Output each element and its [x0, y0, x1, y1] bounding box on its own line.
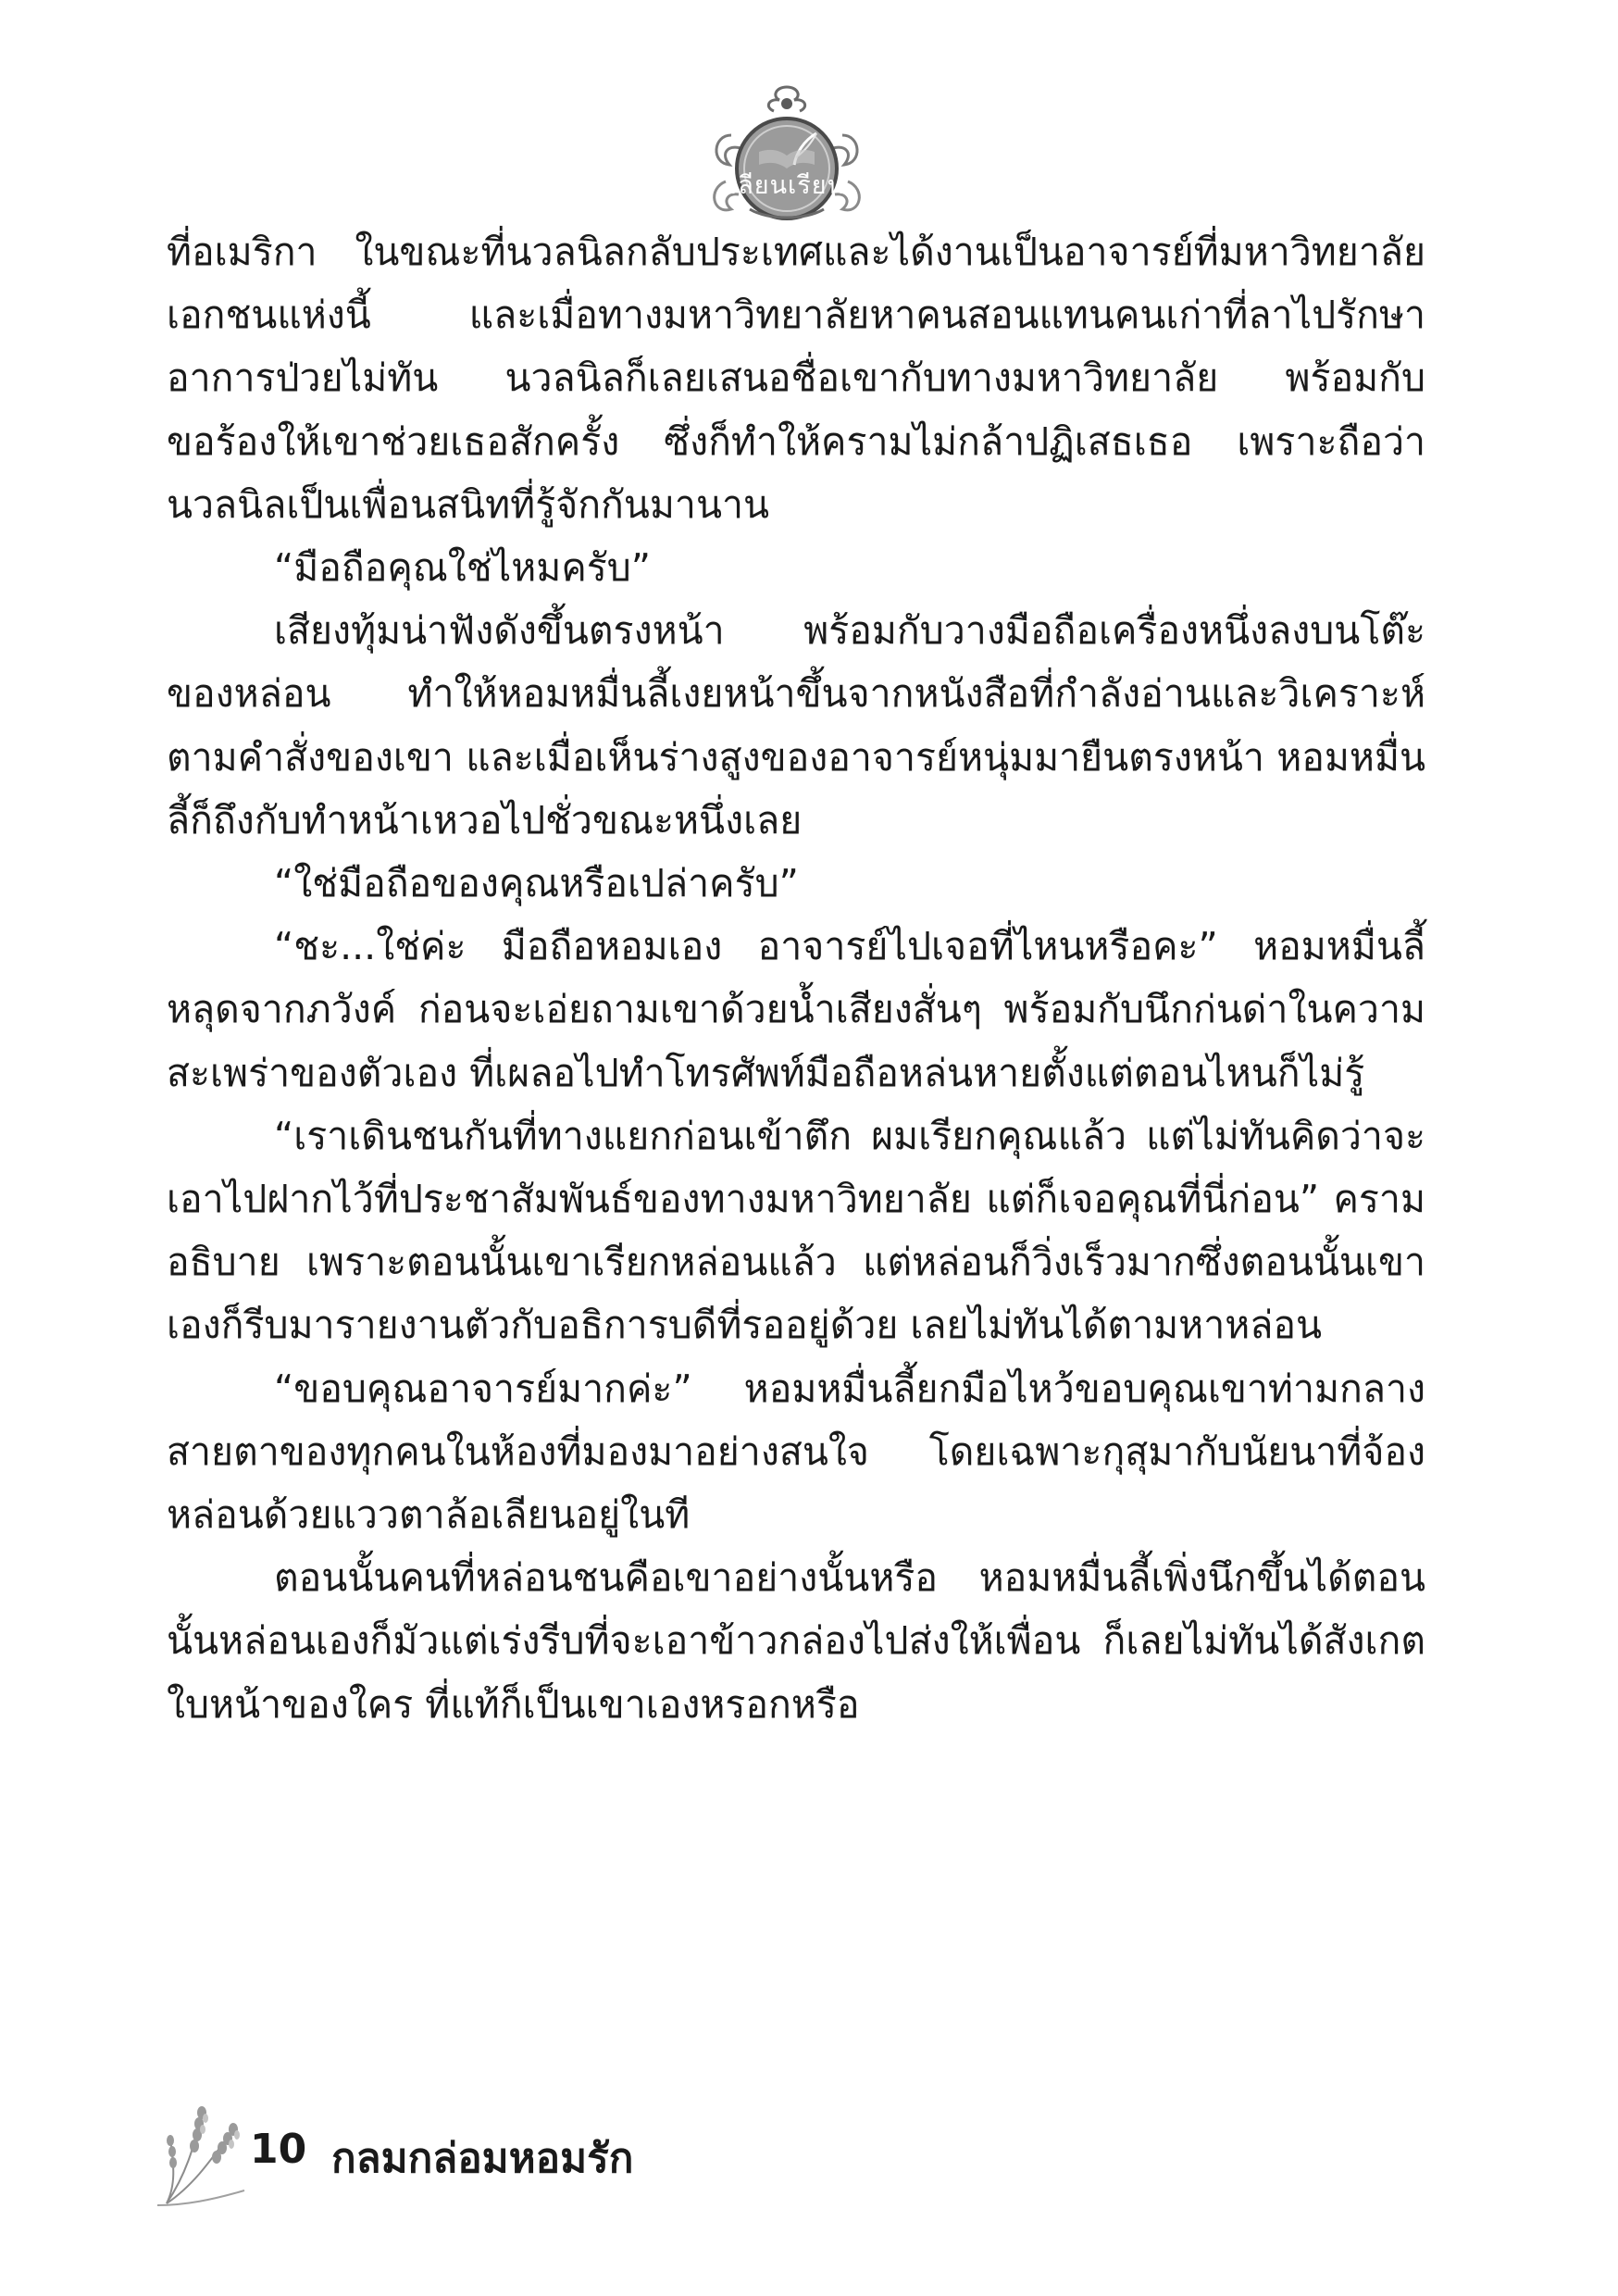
paragraph-1: ที่อเมริกา ในขณะที่นวลนิลกลับประเทศและได้งานเป็นอาจารย์ที่มหาวิทยาลัยเอกชนแห่งนี้ และเมื่อทางมหาวิทยาลัยหาคนสอนแทนคนเก่าที่ลาไปรักษาอาการป่วยไม่ทัน นวลนิลก็เลยเสนอชื่อเขากับทางมหาวิทยาลัย พร้อมกับขอร้องให้เขาช่วยเธอสักครั้ง ซึ่งก็ทำให้ครามไม่กล้าปฏิเสธเธอ เพราะถือว่านวลนิลเป็นเพื่อนสนิทที่รู้จักกันมานาน — [167, 230, 1425, 527]
paragraph-8: ตอนนั้นคนที่หล่อนชนคือเขาอย่างนั้นหรือ หอมหมื่นลี้เพิ่งนึกขึ้นได้ตอนนั้นหล่อนเองก็มัวแต่เร่งรีบที่จะเอาข้าวกล่องไปส่งให้เพื่อน ก็เลยไม่ทันได้สังเกตใบหน้าของใคร ที่แท้ก็เป็นเขาเองหรอกหรือ — [167, 1555, 1425, 1727]
paragraph-5: “ชะ...ใช่ค่ะ มือถือหอมเอง อาจารย์ไปเจอที่ไหนหรือคะ” หอมหมื่นลี้หลุดจากภวังค์ ก่อนจะเอ่ยถามเขาด้วยน้ำเสียงสั่นๆ พร้อมกับนึกก่นด่าในความสะเพร่าของตัวเอง ที่เผลอไปทำโทรศัพท์มือถือหล่นหายตั้งแต่ตอนไหนก็ไม่รู้ — [167, 924, 1425, 1095]
header-logo — [694, 80, 879, 228]
paragraph-2: “มือถือคุณใช่ไหมครับ” — [274, 545, 652, 591]
paragraph-6: “เราเดินชนกันที่ทางแยกก่อนเข้าตึก ผมเรียกคุณแล้ว แต่ไม่ทันคิดว่าจะเอาไปฝากไว้ที่ประชาสัมพันธ์ของทางมหาวิทยาลัย แต่ก็เจอคุณที่นี่ก่อน” ครามอธิบาย เพราะตอนนั้นเขาเรียกหล่อนแล้ว แต่หล่อนก็วิ่งเร็วมากซึ่งตอนนั้นเขาเองก็รีบมารายงานตัวกับอธิการบดีที่รออยู่ด้วย เลยไม่ทันได้ตามหาหล่อน — [167, 1113, 1425, 1348]
book-title: กลมกล่อมหอมรัก — [331, 2135, 634, 2182]
lavender-sprig-icon — [148, 2102, 250, 2213]
paragraph-7: “ขอบคุณอาจารย์มากค่ะ” หอมหมื่นลี้ยกมือไหว้ขอบคุณเขาท่ามกลางสายตาของทุกคนในห้องที่มองมาอย่างสนใจ โดยเฉพาะกุสุมากับนัยนาที่จ้องหล่อนด้วยแววตาล้อเลียนอยู่ในที — [167, 1366, 1425, 1538]
body-text — [167, 220, 1425, 1736]
logo-text: เลียนเรียน — [728, 171, 846, 200]
page-footer — [148, 2102, 703, 2213]
paragraph-4: “ใช่มือถือของคุณหรือเปล่าครับ” — [274, 861, 799, 906]
ornamental-crest-icon — [694, 80, 879, 228]
page-number: 10 — [250, 2126, 307, 2173]
paragraph-3: เสียงทุ้มน่าฟังดังขึ้นตรงหน้า พร้อมกับวางมือถือเครื่องหนึ่งลงบนโต๊ะของหล่อน ทำให้หอมหมื่นลี้เงยหน้าขึ้นจากหนังสือที่กำลังอ่านและวิเคราะห์ตามคำสั่งของเขา และเมื่อเห็นร่างสูงของอาจารย์หนุ่มมายืนตรงหน้า หอมหมื่นลี้ก็ถึงกับทำหน้าเหวอไปชั่วขณะหนึ่งเลย — [167, 608, 1425, 842]
